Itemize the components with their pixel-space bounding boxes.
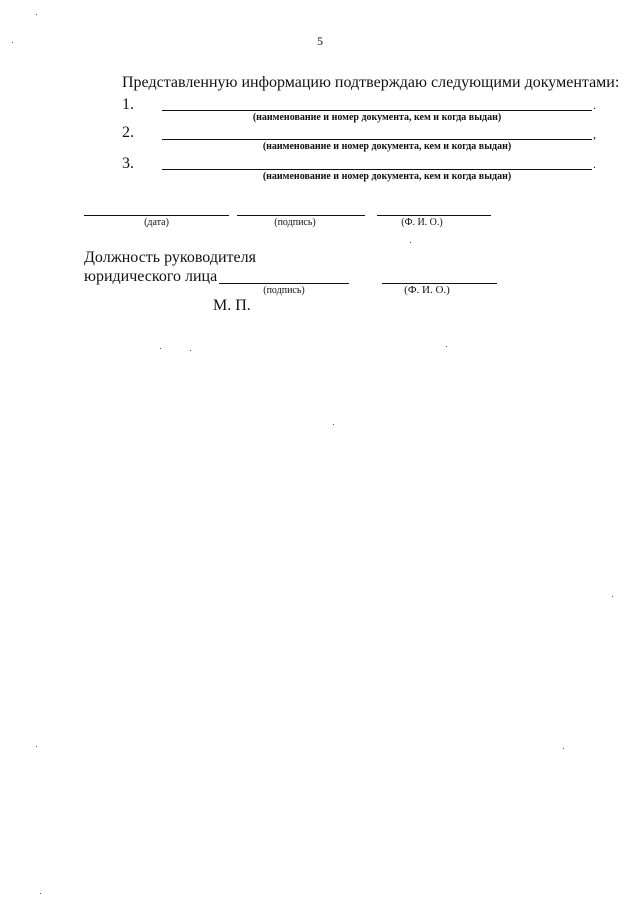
document-line-2[interactable] (162, 139, 592, 140)
scan-speck (40, 893, 41, 894)
line-end-dot: , (593, 127, 596, 141)
full-name-line[interactable] (377, 215, 491, 216)
scan-speck (12, 42, 13, 43)
date-line[interactable] (84, 215, 229, 216)
head-full-name-caption: (Ф. И. О.) (404, 284, 450, 296)
document-caption-1: (наименование и номер документа, кем и когда выдан) (252, 112, 502, 123)
document-line-3[interactable] (162, 169, 592, 170)
line-end-dot: . (593, 98, 596, 112)
scan-speck (410, 242, 411, 243)
scan-speck (36, 746, 37, 747)
scan-speck (612, 596, 613, 597)
scan-speck (190, 350, 191, 351)
item-number-2: 2. (122, 124, 134, 141)
head-signature-line[interactable] (219, 283, 349, 284)
date-caption: (дата) (144, 217, 169, 228)
scan-speck (160, 348, 161, 349)
position-title-line2: юридического лица (84, 268, 218, 285)
scan-speck (446, 346, 447, 347)
document-line-1[interactable] (162, 110, 592, 111)
position-title-line1: Должность руководителя (84, 249, 256, 266)
item-number-1: 1. (122, 96, 134, 113)
confirmation-intro: Представленную информацию подтверждаю следующими документами: (122, 74, 620, 91)
document-caption-2: (наименование и номер документа, кем и когда выдан) (262, 141, 512, 152)
scan-speck (36, 14, 37, 15)
head-signature-caption: (подпись) (263, 285, 305, 296)
line-end-dot: . (593, 157, 596, 171)
scan-speck (563, 748, 564, 749)
page-number: 5 (317, 34, 323, 48)
item-number-3: 3. (122, 155, 134, 172)
seal-place-mark: М. П. (213, 297, 251, 314)
document-caption-3: (наименование и номер документа, кем и когда выдан) (262, 171, 512, 182)
scan-speck (333, 424, 334, 425)
signature-line[interactable] (237, 215, 365, 216)
full-name-caption: (Ф. И. О.) (401, 217, 443, 228)
signature-caption: (подпись) (274, 217, 316, 228)
